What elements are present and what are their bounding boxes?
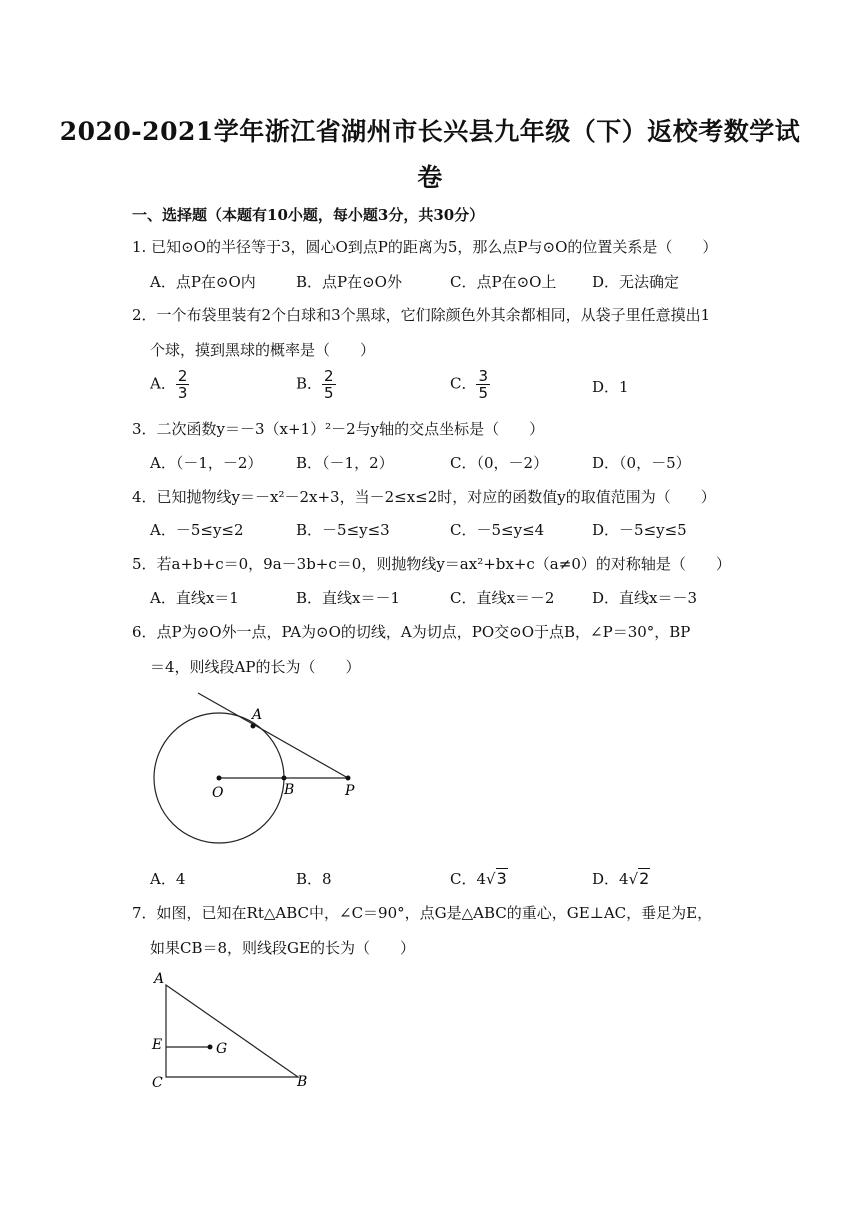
q3-option-c: C．（0，－2） xyxy=(450,454,549,472)
q5-option-b: B．直线x＝－1 xyxy=(296,589,401,607)
q5-stem: 5．若a+b+c＝0，9a－3b+c＝0，则抛物线y＝ax²+bx+c（a≠0）的对称轴是（ ） xyxy=(132,555,731,573)
q2-b-denominator: 5 xyxy=(324,384,334,402)
q4-option-a: A．－5≤y≤2 xyxy=(150,521,244,539)
q3-stem: 3．二次函数y＝－3（x+1）²－2与y轴的交点坐标是（ ） xyxy=(132,420,545,438)
q7-point-g xyxy=(208,1045,213,1050)
q2-option-c xyxy=(450,368,490,401)
q2-a-denominator: 3 xyxy=(177,384,188,402)
q7-triangle-figure xyxy=(140,965,330,1095)
q1-option-d: D．无法确定 xyxy=(592,273,680,291)
q5-option-d: D．直线x＝－3 xyxy=(592,589,698,607)
q4-option-c: C．－5≤y≤4 xyxy=(450,521,545,539)
q2-option-a-fraction xyxy=(176,368,190,401)
q6-tangent-line xyxy=(198,693,348,778)
q4-option-b: B．－5≤y≤3 xyxy=(296,521,390,539)
q7-stem-cont: 如果CB＝8，则线段GE的长为（ ） xyxy=(150,939,415,957)
q2-option-d: D．1 xyxy=(592,378,629,396)
q6-label-o: O xyxy=(212,785,224,801)
q6-point-o xyxy=(217,776,222,781)
q7-stem: 7．如图，已知在Rt△ABC中，∠C＝90°，点G是△ABC的重心，GE⊥AC，垂足为E， xyxy=(132,904,713,922)
q2-option-a xyxy=(150,368,189,401)
q2-option-b-label: B． xyxy=(296,374,323,393)
q3-option-d: D．（0，－5） xyxy=(592,454,691,472)
q7-label-b: B xyxy=(297,1074,308,1090)
q2-option-c-label: C． xyxy=(450,374,477,393)
q6-option-c-label: C．4 xyxy=(450,870,487,888)
q2-b-numerator: 2 xyxy=(324,367,334,385)
q2-option-b-fraction xyxy=(322,368,336,401)
q6-point-b xyxy=(282,776,287,781)
q4-stem: 4．已知抛物线y＝－x²－2x+3，当－2≤x≤2时，对应的函数值y的取值范围为（ ） xyxy=(132,488,716,506)
q5-option-c: C．直线x＝－2 xyxy=(450,589,555,607)
exam-title: 2020-2021学年浙江省湖州市长兴县九年级（下）返校考数学试 xyxy=(59,117,801,146)
q2-stem-cont: 个球，摸到黑球的概率是（ ） xyxy=(150,341,376,359)
q6-option-b: B．8 xyxy=(296,870,332,888)
q6-point-p xyxy=(346,776,351,781)
section-heading: 一、选择题（本题有10小题，每小题3分，共30分） xyxy=(132,206,485,224)
q7-label-a: A xyxy=(154,971,165,987)
q2-option-c-fraction xyxy=(476,368,490,401)
q6-stem-cont: ＝4，则线段AP的长为（ ） xyxy=(150,658,361,676)
q6-option-c xyxy=(450,868,508,889)
exam-title-cont: 卷 xyxy=(417,163,443,192)
q6-label-p: P xyxy=(345,783,355,799)
q2-c-denominator: 5 xyxy=(478,384,489,402)
q6-option-d-sqrt: √2 xyxy=(628,869,650,888)
q4-option-d: D．－5≤y≤5 xyxy=(592,521,687,539)
q6-stem: 6．点P为⊙O外一点，PA为⊙O的切线，A为切点，PO交⊙O于点B，∠P＝30°，BP xyxy=(132,623,691,641)
q6-option-d-label: D．4 xyxy=(592,870,629,888)
q2-a-numerator: 2 xyxy=(177,367,188,385)
q6-option-c-sqrt: √3 xyxy=(486,869,507,888)
q6-label-a: A xyxy=(252,707,263,723)
q7-label-e: E xyxy=(152,1037,163,1053)
q6-point-a xyxy=(251,724,256,729)
q7-triangle xyxy=(166,985,298,1077)
q6-option-a: A．4 xyxy=(150,870,186,888)
q1-option-a: A．点P在⊙O内 xyxy=(150,273,256,291)
q3-option-a: A．（－1，－2） xyxy=(150,454,263,472)
q7-label-c: C xyxy=(152,1075,163,1091)
q2-option-a-label: A． xyxy=(150,374,176,393)
q6-circle-tangent-figure xyxy=(140,685,380,860)
q3-option-b: B．（－1，2） xyxy=(296,454,394,472)
q1-option-c: C．点P在⊙O上 xyxy=(450,273,557,291)
q1-stem: 1. 已知⊙O的半径等于3，圆心O到点P的距离为5，那么点P与⊙O的位置关系是（ ） xyxy=(132,238,718,256)
q5-option-a: A．直线x＝1 xyxy=(150,589,239,607)
q7-label-g: G xyxy=(216,1041,228,1057)
q1-option-b: B．点P在⊙O外 xyxy=(296,273,402,291)
q2-option-b xyxy=(296,368,336,401)
q2-c-numerator: 3 xyxy=(478,367,489,385)
q2-stem: 2．一个布袋里装有2个白球和3个黑球，它们除颜色外其余都相同，从袋子里任意摸出1 xyxy=(132,306,711,324)
q6-option-d xyxy=(592,868,650,889)
q6-label-b: B xyxy=(284,782,295,798)
q6-d-radicand: 2 xyxy=(639,869,650,888)
q6-c-radicand: 3 xyxy=(496,869,507,888)
